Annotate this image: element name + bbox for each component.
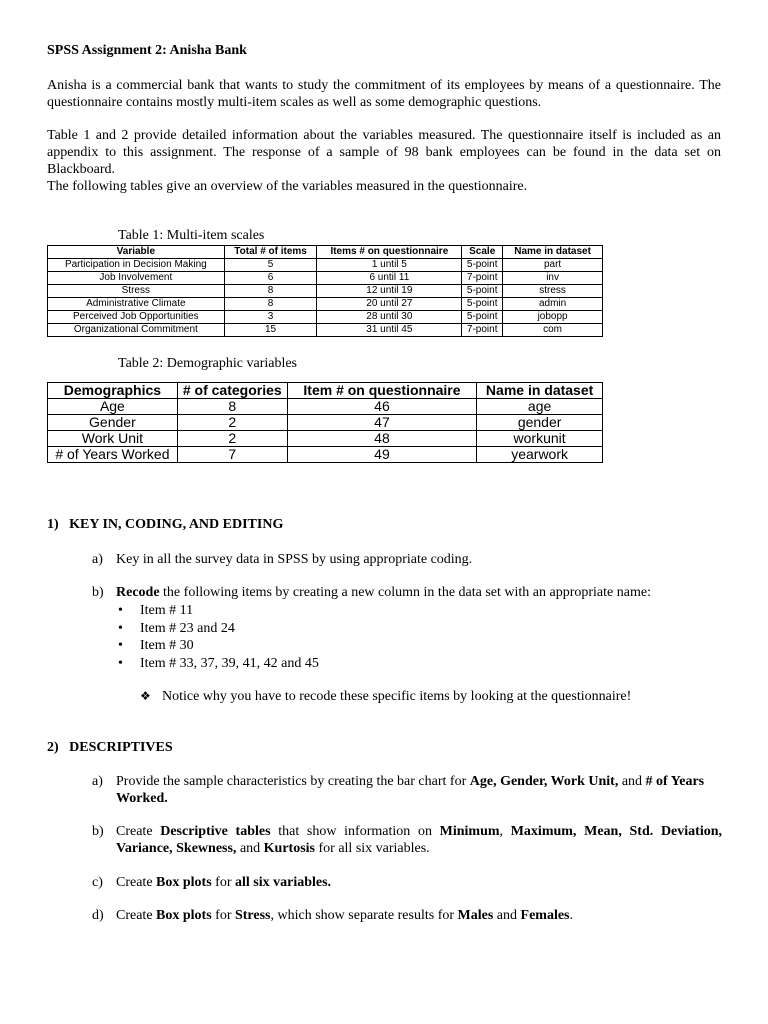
table-cell: gender (477, 415, 603, 431)
table-cell: 6 (224, 272, 317, 285)
bold-text: Stress (234, 908, 271, 923)
table-cell: 20 until 27 (317, 298, 462, 311)
table-row (48, 431, 603, 447)
table-cell: 49 (287, 447, 477, 463)
table-cell: Perceived Job Opportunities (48, 311, 225, 324)
plain-text: Provide the sample characteristics by creating the bar chart for (116, 774, 470, 789)
table-row (48, 311, 603, 324)
multi-item-scales-table (47, 245, 603, 337)
plain-text: and (618, 774, 646, 789)
table-cell: admin (503, 298, 603, 311)
intro-paragraph-1: Anisha is a commercial bank that wants to study the commitment of its employees by means of a questionnaire. The questionnaire contains mostly multi-item scales as well as some demographic questions. (47, 78, 721, 110)
item-text (116, 907, 722, 924)
page-title: SPSS Assignment 2: Anisha Bank (47, 43, 247, 58)
table-cell: 47 (287, 415, 477, 431)
table-cell: Gender (48, 415, 178, 431)
table-header-cell: Scale (462, 246, 503, 259)
table-header-row (48, 383, 603, 399)
table-cell: 7-point (462, 324, 503, 337)
list-item (118, 620, 235, 637)
table-cell: 46 (287, 399, 477, 415)
table-header-cell: Name in dataset (503, 246, 603, 259)
table-row (48, 272, 603, 285)
bold-text: Females (520, 908, 570, 923)
table-cell: 5 (224, 259, 317, 272)
item-text (116, 874, 722, 891)
table-cell: 28 until 30 (317, 311, 462, 324)
bullet-text: Item # 33, 37, 39, 41, 42 and 45 (140, 656, 319, 671)
bold-text: Kurtosis (263, 841, 315, 856)
table-cell: # of Years Worked (48, 447, 178, 463)
plain-text: and (236, 841, 264, 856)
recode-note (140, 689, 631, 705)
bold-text: Recode (116, 585, 160, 600)
item-label: b) (92, 824, 104, 839)
table-cell: 12 until 19 (317, 285, 462, 298)
bold-text: all six variables. (234, 875, 332, 890)
section2-item-a (92, 773, 722, 807)
bullet-text: Item # 11 (140, 603, 194, 618)
item-text (116, 823, 722, 857)
bold-text: # of Years Worked. (116, 774, 705, 806)
table-cell: 8 (177, 399, 287, 415)
table-row (48, 447, 603, 463)
table-cell: inv (503, 272, 603, 285)
bullet-icon: • (118, 621, 123, 636)
bullet-icon: • (118, 656, 123, 671)
table-cell: 5-point (462, 298, 503, 311)
table-cell: 15 (224, 324, 317, 337)
table-cell: 5-point (462, 259, 503, 272)
plain-text: , (499, 824, 511, 839)
table-row (48, 399, 603, 415)
bullet-icon: • (118, 603, 123, 618)
section1-item-a (92, 551, 722, 568)
table-row (48, 298, 603, 311)
table-cell: com (503, 324, 603, 337)
table-cell: 5-point (462, 285, 503, 298)
section1-heading: 1) KEY IN, CODING, AND EDITING (47, 517, 284, 532)
demographic-variables-table (47, 382, 603, 463)
table-cell: 2 (177, 431, 287, 447)
table-cell: Work Unit (48, 431, 178, 447)
table-row (48, 324, 603, 337)
plain-text: for all six variables. (315, 841, 430, 856)
table-cell: 7 (177, 447, 287, 463)
table-header-row (48, 246, 603, 259)
table-cell: age (477, 399, 603, 415)
table-cell: 31 until 45 (317, 324, 462, 337)
section2-item-b (92, 823, 722, 857)
plain-text: Create (116, 908, 157, 923)
table-header-cell: Variable (48, 246, 225, 259)
item-text (116, 584, 722, 601)
plain-text: Create (116, 824, 161, 839)
plain-text: for (211, 908, 235, 923)
table-cell: 48 (287, 431, 477, 447)
table-cell: yearwork (477, 447, 603, 463)
item-text: Key in all the survey data in SPSS by using appropriate coding. (116, 552, 473, 567)
list-item (118, 637, 194, 654)
table-header-cell: Demographics (48, 383, 178, 399)
bold-text: Minimum (439, 824, 500, 839)
table-cell: Organizational Commitment (48, 324, 225, 337)
plain-text: and (493, 908, 521, 923)
plain-text: for (211, 875, 235, 890)
intro-paragraph-2: Table 1 and 2 provide detailed information about the variables measured. The questionnaire itself is included as an appendix to this assignment. The response of a sample of 98 bank employees can be found in the data set on Blackboard. (47, 128, 721, 177)
table2-caption: Table 2: Demographic variables (118, 356, 298, 371)
plain-text: . (569, 908, 573, 923)
table-row (48, 259, 603, 272)
plain-text: , which show separate results for (270, 908, 458, 923)
bold-text: Descriptive tables (160, 824, 271, 839)
intro-paragraph-3: The following tables give an overview of the variables measured in the questionnaire. (47, 179, 528, 194)
table-cell: 3 (224, 311, 317, 324)
table-header-cell: Items # on questionnaire (317, 246, 462, 259)
table-cell: 2 (177, 415, 287, 431)
bullet-text: Item # 30 (140, 638, 194, 653)
bullet-text: Item # 23 and 24 (140, 621, 235, 636)
table-cell: 7-point (462, 272, 503, 285)
bold-text: Box plots (156, 875, 212, 890)
bold-text: Age, Gender, Work Unit, (469, 774, 619, 789)
table-cell: 8 (224, 298, 317, 311)
bold-text: Males (457, 908, 494, 923)
section2-item-c (92, 874, 722, 891)
table-header-cell: # of categories (177, 383, 287, 399)
item-label: c) (92, 875, 103, 890)
table-row (48, 415, 603, 431)
table-cell: Participation in Decision Making (48, 259, 225, 272)
table-cell: 8 (224, 285, 317, 298)
list-item (118, 655, 319, 672)
section1-item-b (92, 584, 722, 601)
item-label: a) (92, 552, 103, 567)
bullet-icon: • (118, 638, 123, 653)
plain-text: the following items by creating a new column in the data set with an appropriate name: (159, 585, 651, 600)
table-cell: 5-point (462, 311, 503, 324)
table-cell: Job Involvement (48, 272, 225, 285)
note-text: Notice why you have to recode these specific items by looking at the questionnaire! (162, 689, 632, 704)
list-item (118, 602, 193, 619)
table-cell: part (503, 259, 603, 272)
table-cell: Stress (48, 285, 225, 298)
item-label: d) (92, 908, 104, 923)
table-header-cell: Name in dataset (477, 383, 603, 399)
table-header-cell: Total # of items (224, 246, 317, 259)
table-cell: 6 until 11 (317, 272, 462, 285)
table-cell: stress (503, 285, 603, 298)
item-label: a) (92, 774, 103, 789)
item-label: b) (92, 585, 104, 600)
table-cell: Age (48, 399, 178, 415)
table-cell: Administrative Climate (48, 298, 225, 311)
table1-caption: Table 1: Multi-item scales (118, 228, 265, 243)
diamond-star-icon: ❖ (140, 689, 151, 703)
section2-item-d (92, 907, 722, 924)
bold-text: Box plots (156, 908, 212, 923)
table-row (48, 285, 603, 298)
bold-text: Maximum, Mean, Std. Deviation, Variance, Skewness, (116, 824, 722, 856)
item-text (116, 773, 722, 807)
table-cell: 1 until 5 (317, 259, 462, 272)
table-cell: workunit (477, 431, 603, 447)
table-header-cell: Item # on questionnaire (287, 383, 477, 399)
section2-heading: 2) DESCRIPTIVES (47, 740, 173, 755)
plain-text: that show information on (270, 824, 440, 839)
plain-text: Create (116, 875, 157, 890)
table-cell: jobopp (503, 311, 603, 324)
